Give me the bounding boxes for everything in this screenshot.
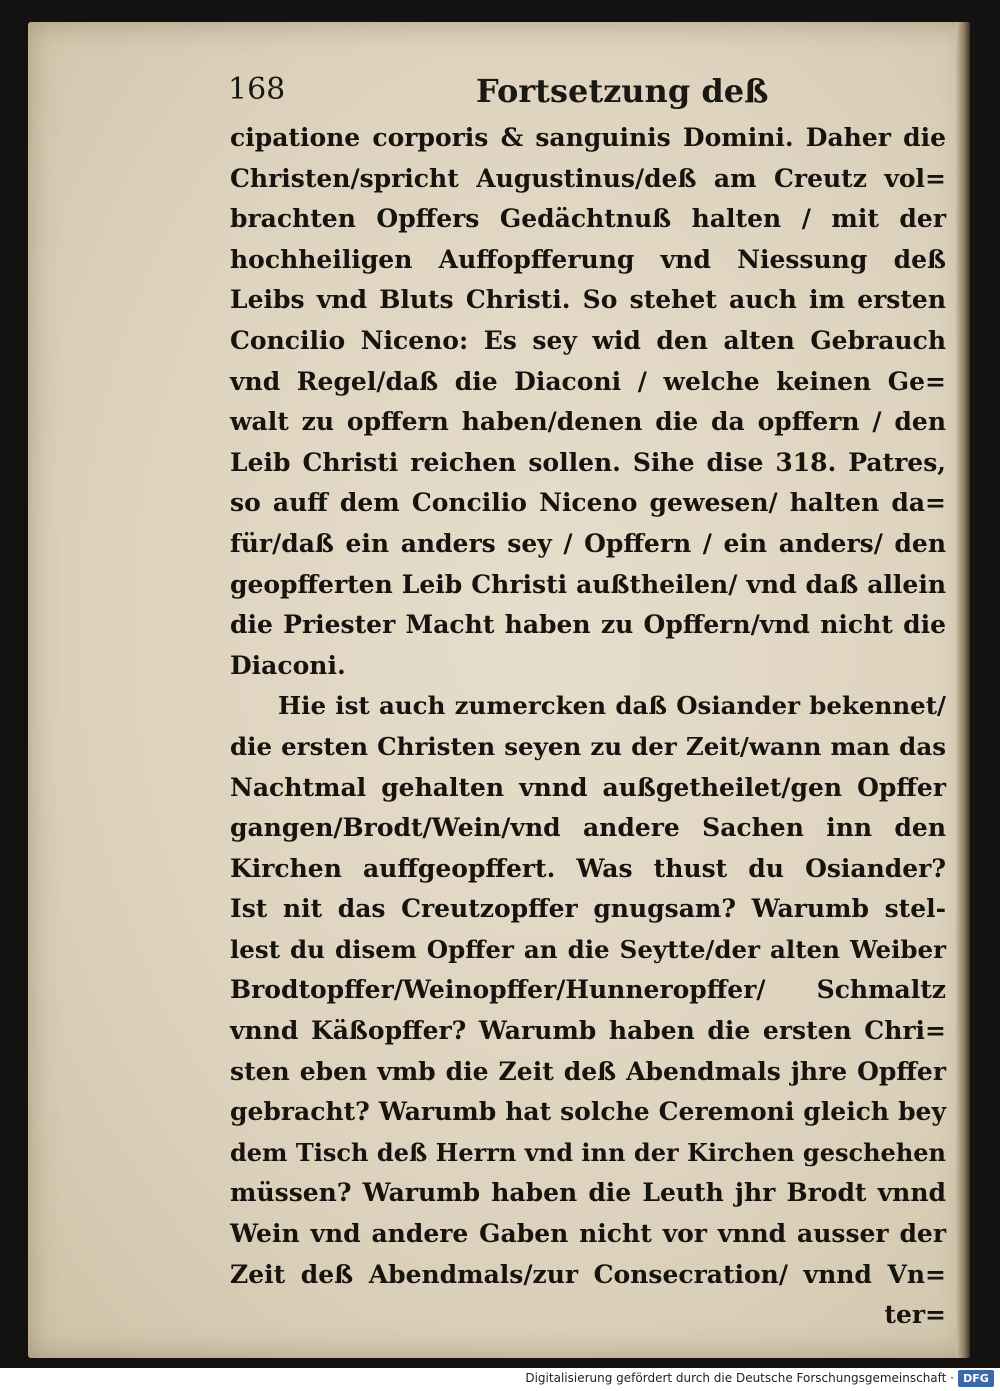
text-line: walt zu opffern haben/denen die da opffern / den <box>230 407 946 437</box>
text-line: müssen? Warumb haben die Leuth jhr Brodt vnnd <box>230 1178 946 1208</box>
text-line: sten eben vmb die Zeit deß Abendmals jhre Opffer <box>230 1056 946 1086</box>
page-header <box>228 72 868 122</box>
text-line: Brodtopffer/Weinopffer/Hunneropffer/ Schmaltz <box>230 975 946 1005</box>
page-edge <box>956 22 970 1358</box>
dfg-logo: DFG <box>958 1370 994 1387</box>
text-line: die Priester Macht haben zu Opffern/vnd nicht die <box>230 610 946 640</box>
text-line: Zeit deß Abendmals/zur Consecration/ vnnd Vn= <box>230 1259 946 1289</box>
text-line: vnd Regel/daß die Diaconi / welche keinen Ge= <box>230 366 946 396</box>
text-line: gangen/Brodt/Wein/vnd andere Sachen inn den <box>230 813 946 843</box>
text-line: Wein vnd andere Gaben nicht vor vnnd ausser der <box>230 1219 946 1249</box>
text-line: Kirchen auffgeopffert. Was thust du Osiander? <box>230 853 946 883</box>
text-line: dem Tisch deß Herrn vnd inn der Kirchen geschehen <box>230 1137 946 1167</box>
book-page <box>28 22 970 1358</box>
text-line: Christen/spricht Augustinus/deß am Creutz vol= <box>230 163 946 193</box>
text-line: lest du disem Opffer an die Seytte/der alten Weiber <box>230 934 946 964</box>
text-line: hochheiligen Auffopfferung vnd Niessung deß <box>230 244 946 274</box>
text-line: Concilio Niceno: Es sey wid den alten Gebrauch <box>230 325 946 355</box>
text-line: Hie ist auch zumercken daß Osiander bekennet/ <box>278 691 946 721</box>
catchword: ter= <box>884 1300 946 1330</box>
text-line: cipatione corporis & sanguinis Domini. Daher die <box>230 123 946 152</box>
text-line: für/daß ein anders sey / Opffern / ein anders/ den <box>230 528 946 558</box>
text-line: gebracht? Warumb hat solche Ceremoni gleich bey <box>230 1097 946 1127</box>
text-line: Leibs vnd Bluts Christi. So stehet auch im ersten <box>230 285 946 315</box>
digitization-credit: Digitalisierung gefördert durch die Deutsche Forschungsgemeinschaft · <box>525 1371 954 1385</box>
text-line: so auff dem Concilio Niceno gewesen/ halten da= <box>230 488 946 518</box>
running-head: Fortsetzung deß <box>476 72 769 110</box>
body-text <box>230 118 946 1336</box>
footer-bar <box>0 1368 1000 1391</box>
text-line: Diaconi. <box>230 650 346 680</box>
text-line: brachten Opffers Gedächtnuß halten / mit der <box>230 204 946 234</box>
text-line: vnnd Käßopffer? Warumb haben die ersten Chri= <box>230 1016 946 1046</box>
text-line: die ersten Christen seyen zu der Zeit/wann man das <box>230 731 946 761</box>
text-line: Nachtmal gehalten vnnd außgetheilet/gen Opffer <box>230 772 946 802</box>
text-line: Ist nit das Creutzopffer gnugsam? Warumb stel- <box>230 894 946 924</box>
text-line: geopfferten Leib Christi außtheilen/ vnd daß allein <box>230 569 946 599</box>
page-number: 168 <box>228 72 286 107</box>
text-line: Leib Christi reichen sollen. Sihe dise 318. Patres, <box>230 447 946 477</box>
